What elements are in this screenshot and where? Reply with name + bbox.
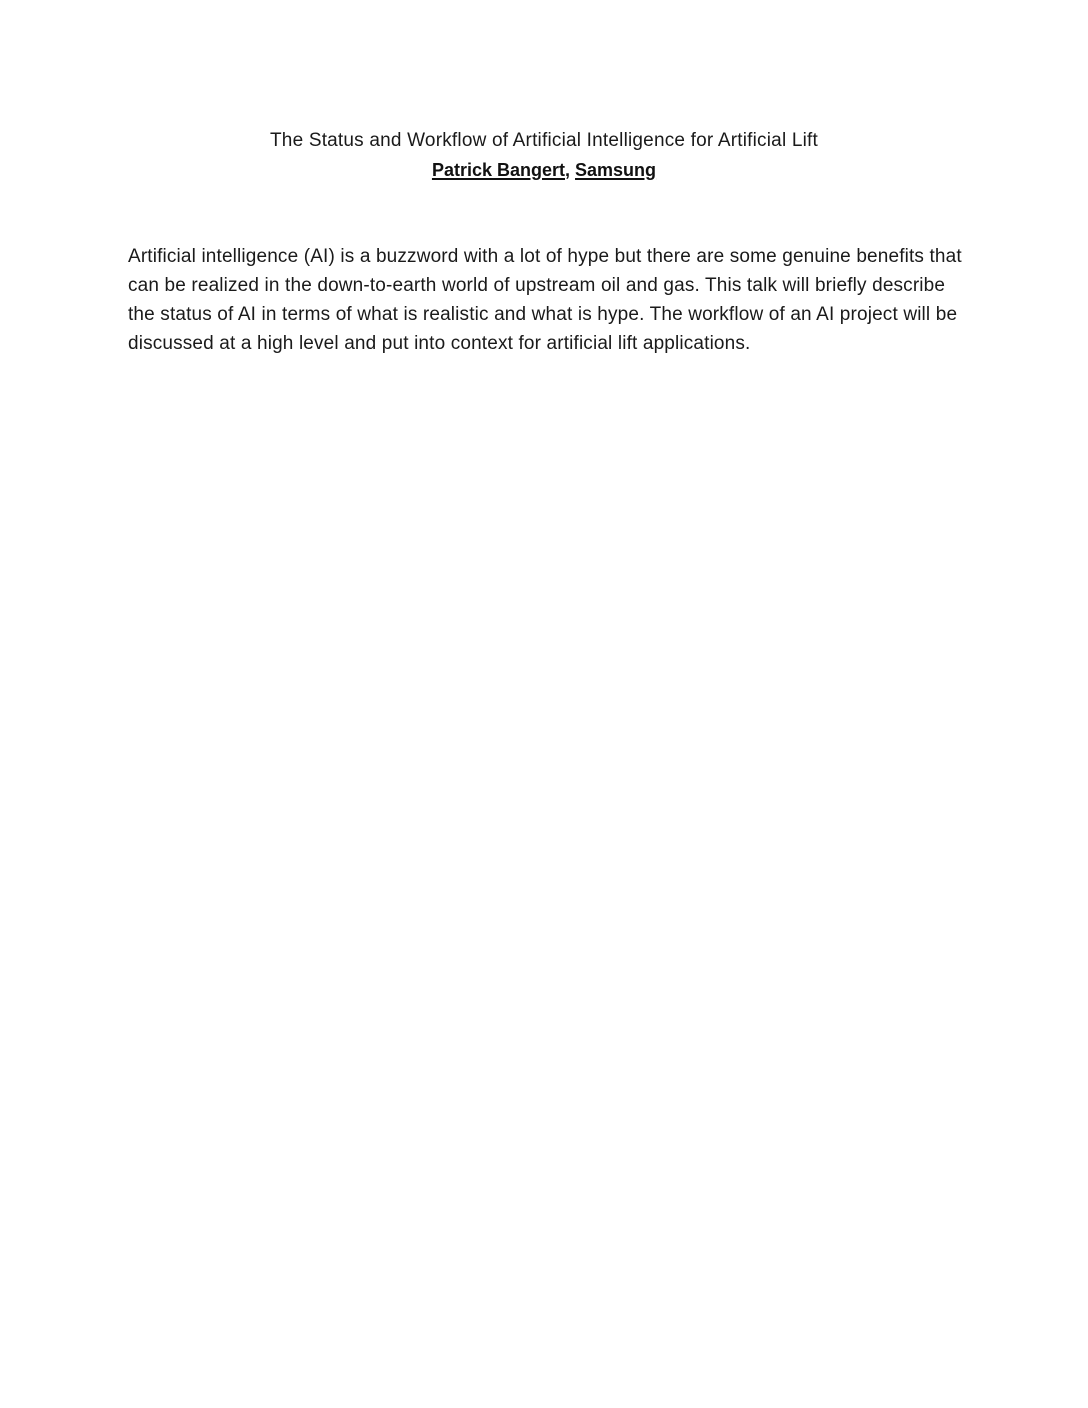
abstract-paragraph: Artificial intelligence (AI) is a buzzword with a lot of hype but there are some genuine benefits that can be realized in the down-to-earth world of upstream oil and gas. This talk will briefly describe the status of AI in terms of what is realistic and what is hype. The workflow of an AI project will be discussed at a high level and put into context for artificial lift applications. [128, 246, 962, 354]
page-title: The Status and Workflow of Artificial Intelligence for Artificial Lift [270, 130, 818, 151]
byline [0, 157, 1088, 183]
byline-separator: , [565, 160, 576, 180]
affiliation-link[interactable]: Samsung [575, 160, 657, 180]
author-link[interactable]: Patrick Bangert [431, 160, 565, 180]
